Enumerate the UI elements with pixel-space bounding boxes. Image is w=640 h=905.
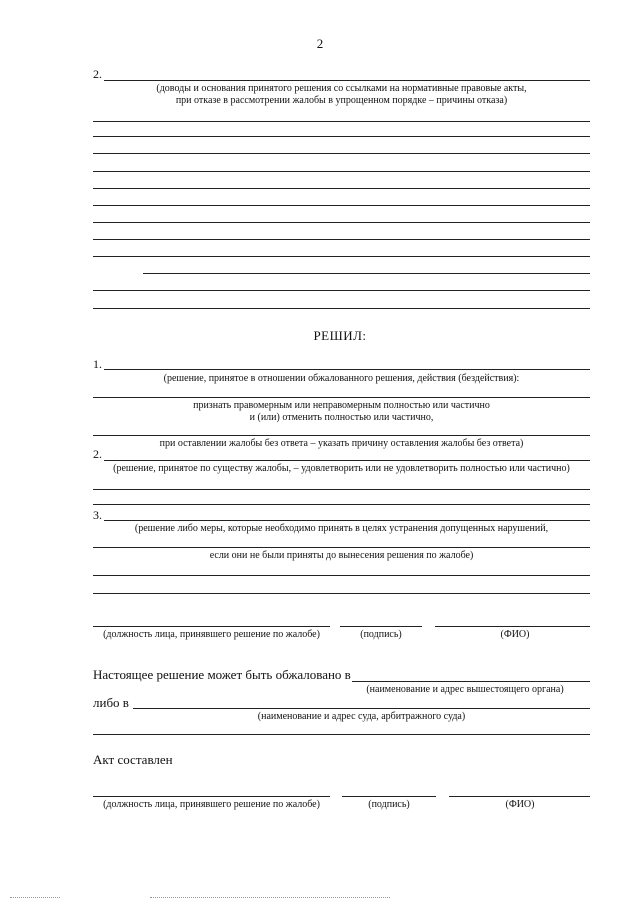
or-text: либо в — [93, 695, 129, 710]
item-1-caption-3: при оставлении жалобы без ответа – указать причину оставления жалобы без ответа) — [159, 438, 524, 449]
item-1-line-3[interactable] — [93, 435, 590, 436]
blank-line[interactable] — [93, 734, 590, 735]
item-1-line-2[interactable] — [93, 397, 590, 398]
item-1-input-line[interactable] — [104, 369, 590, 370]
signature-line[interactable] — [340, 626, 422, 627]
page-number: 2 — [316, 36, 324, 51]
item-3-caption-line2: если они не были приняты до вынесения решения по жалобе) — [209, 550, 474, 561]
section-2-number: 2. — [93, 67, 102, 81]
blank-line[interactable] — [93, 489, 590, 490]
blank-line[interactable] — [93, 171, 590, 172]
item-1-caption-2a: признать правомерным или неправомерным полностью или частично — [193, 400, 490, 411]
item-3-caption-line1: (решение либо меры, которые необходимо принять в целях устранения допущенных нарушений, — [134, 523, 549, 534]
scan-artifact — [150, 897, 390, 898]
blank-line[interactable] — [93, 290, 590, 291]
item-3-input-line[interactable] — [104, 520, 590, 521]
name-line[interactable] — [435, 626, 590, 627]
blank-line[interactable] — [93, 256, 590, 257]
blank-line[interactable] — [93, 239, 590, 240]
name-caption-2: (ФИО) — [505, 799, 535, 810]
blank-line[interactable] — [93, 121, 590, 122]
section-2-caption-line2: при отказе в рассмотрении жалобы в упрощенном порядке – причины отказа) — [175, 95, 508, 106]
act-text: Акт составлен — [93, 752, 173, 767]
higher-authority-caption: (наименование и адрес вышестоящего органа) — [366, 684, 564, 695]
item-1-caption-2b: и (или) отменить полностью или частично, — [249, 412, 434, 423]
court-line[interactable] — [133, 708, 590, 709]
position-line[interactable] — [93, 626, 330, 627]
blank-line[interactable] — [93, 504, 590, 505]
blank-line[interactable] — [93, 153, 590, 154]
blank-line[interactable] — [93, 308, 590, 309]
signature-line-2[interactable] — [342, 796, 436, 797]
item-2-caption: (решение, принятое по существу жалобы, – удовлетворить или не удовлетворить полностью или частично) — [113, 463, 570, 474]
appeal-text: Настоящее решение может быть обжаловано в — [93, 667, 351, 682]
court-caption: (наименование и адрес суда, арбитражного суда) — [257, 711, 466, 722]
item-2-input-line[interactable] — [104, 460, 590, 461]
blank-line[interactable] — [93, 205, 590, 206]
signature-caption: (подпись) — [360, 629, 402, 640]
blank-line[interactable] — [93, 575, 590, 576]
section-2-input-line[interactable] — [104, 80, 590, 81]
blank-line[interactable] — [93, 188, 590, 189]
position-caption: (должность лица, принявшего решение по жалобе) — [103, 629, 320, 640]
blank-line[interactable] — [93, 222, 590, 223]
position-caption-2: (должность лица, принявшего решение по жалобе) — [103, 799, 320, 810]
section-2-caption-line1: (доводы и основания принятого решения со ссылками на нормативные правовые акты, — [156, 83, 527, 94]
blank-line[interactable] — [93, 593, 590, 594]
blank-line[interactable] — [143, 273, 590, 274]
item-2-number: 2. — [93, 447, 102, 461]
scan-artifact — [10, 897, 60, 898]
position-line-2[interactable] — [93, 796, 330, 797]
decision-heading: РЕШИЛ: — [313, 328, 367, 343]
item-3-number: 3. — [93, 508, 102, 522]
item-1-number: 1. — [93, 357, 102, 371]
name-caption: (ФИО) — [500, 629, 530, 640]
blank-line[interactable] — [93, 136, 590, 137]
higher-authority-line[interactable] — [352, 681, 590, 682]
signature-caption-2: (подпись) — [368, 799, 410, 810]
name-line-2[interactable] — [449, 796, 590, 797]
item-1-caption: (решение, принятое в отношении обжалованного решения, действия (бездействия): — [163, 373, 520, 384]
item-3-line-2[interactable] — [93, 547, 590, 548]
